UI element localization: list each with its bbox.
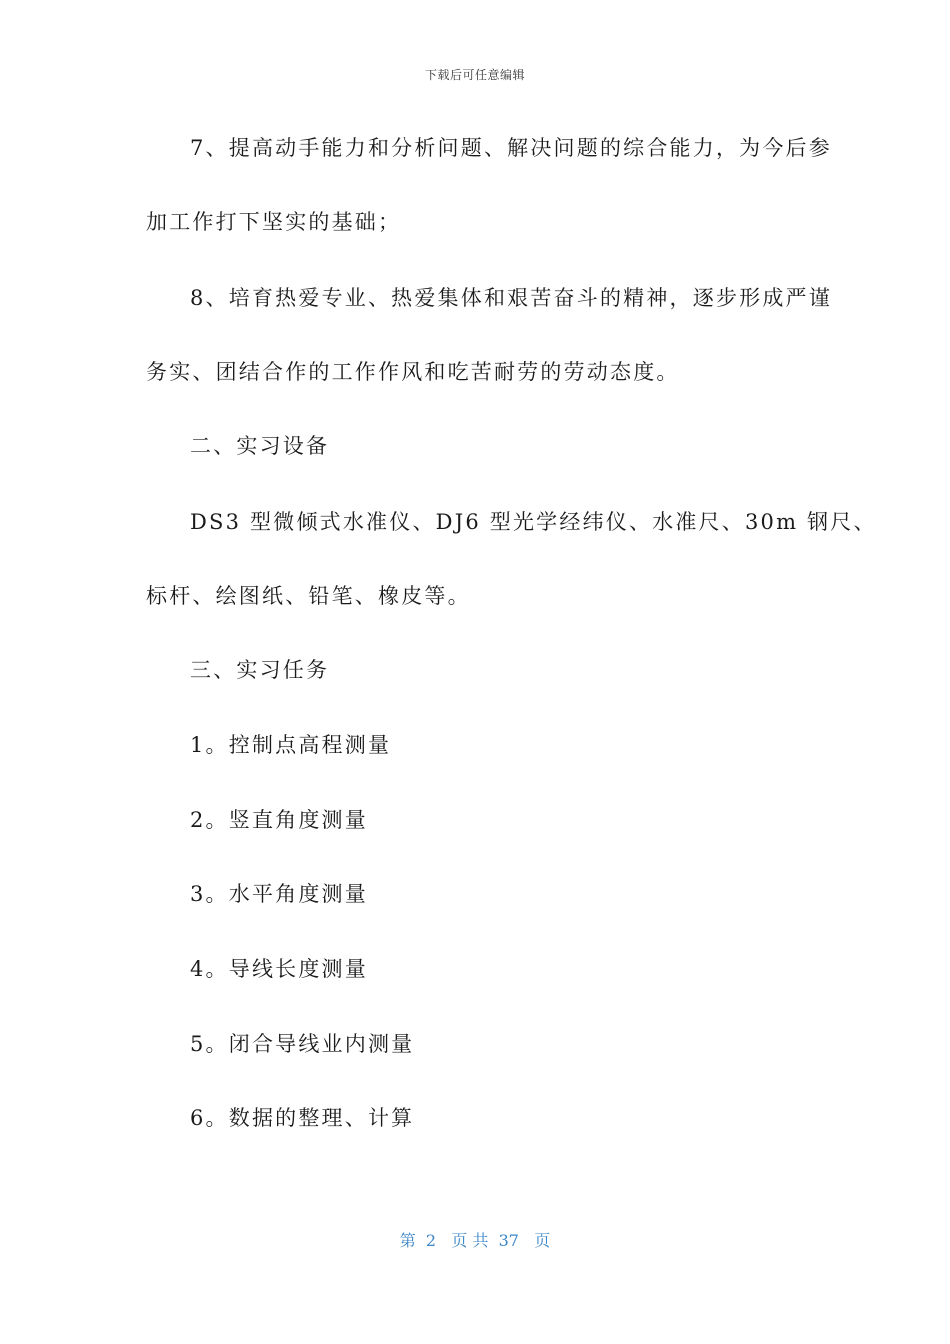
section-heading: 二、实习设备	[190, 434, 330, 458]
list-item: 3。水平角度测量	[190, 882, 368, 906]
list-item: 2。竖直角度测量	[190, 808, 368, 832]
page-header-note: 下载后可任意编辑	[424, 68, 525, 82]
paragraph-line: 7、提高动手能力和分析问题、解决问题的综合能力，为今后参	[190, 136, 832, 160]
paragraph-line: 标杆、绘图纸、铅笔、橡皮等。	[146, 584, 471, 608]
list-item: 5。闭合导线业内测量	[190, 1032, 415, 1056]
list-item: 1。控制点高程测量	[190, 733, 392, 757]
paragraph-line: DS3 型微倾式水准仪、DJ6 型光学经纬仪、水准尺、30m 钢尺、	[190, 510, 877, 534]
list-item: 4。导线长度测量	[190, 957, 368, 981]
page-number-footer: 第 2 页 共 37 页	[399, 1231, 551, 1250]
paragraph-line: 加工作打下坚实的基础；	[146, 210, 402, 234]
list-item: 6。数据的整理、计算	[190, 1106, 415, 1130]
paragraph-line: 务实、团结合作的工作作风和吃苦耐劳的劳动态度。	[146, 360, 680, 384]
paragraph-line: 8、培育热爱专业、热爱集体和艰苦奋斗的精神，逐步形成严谨	[190, 286, 832, 310]
section-heading: 三、实习任务	[190, 658, 330, 682]
